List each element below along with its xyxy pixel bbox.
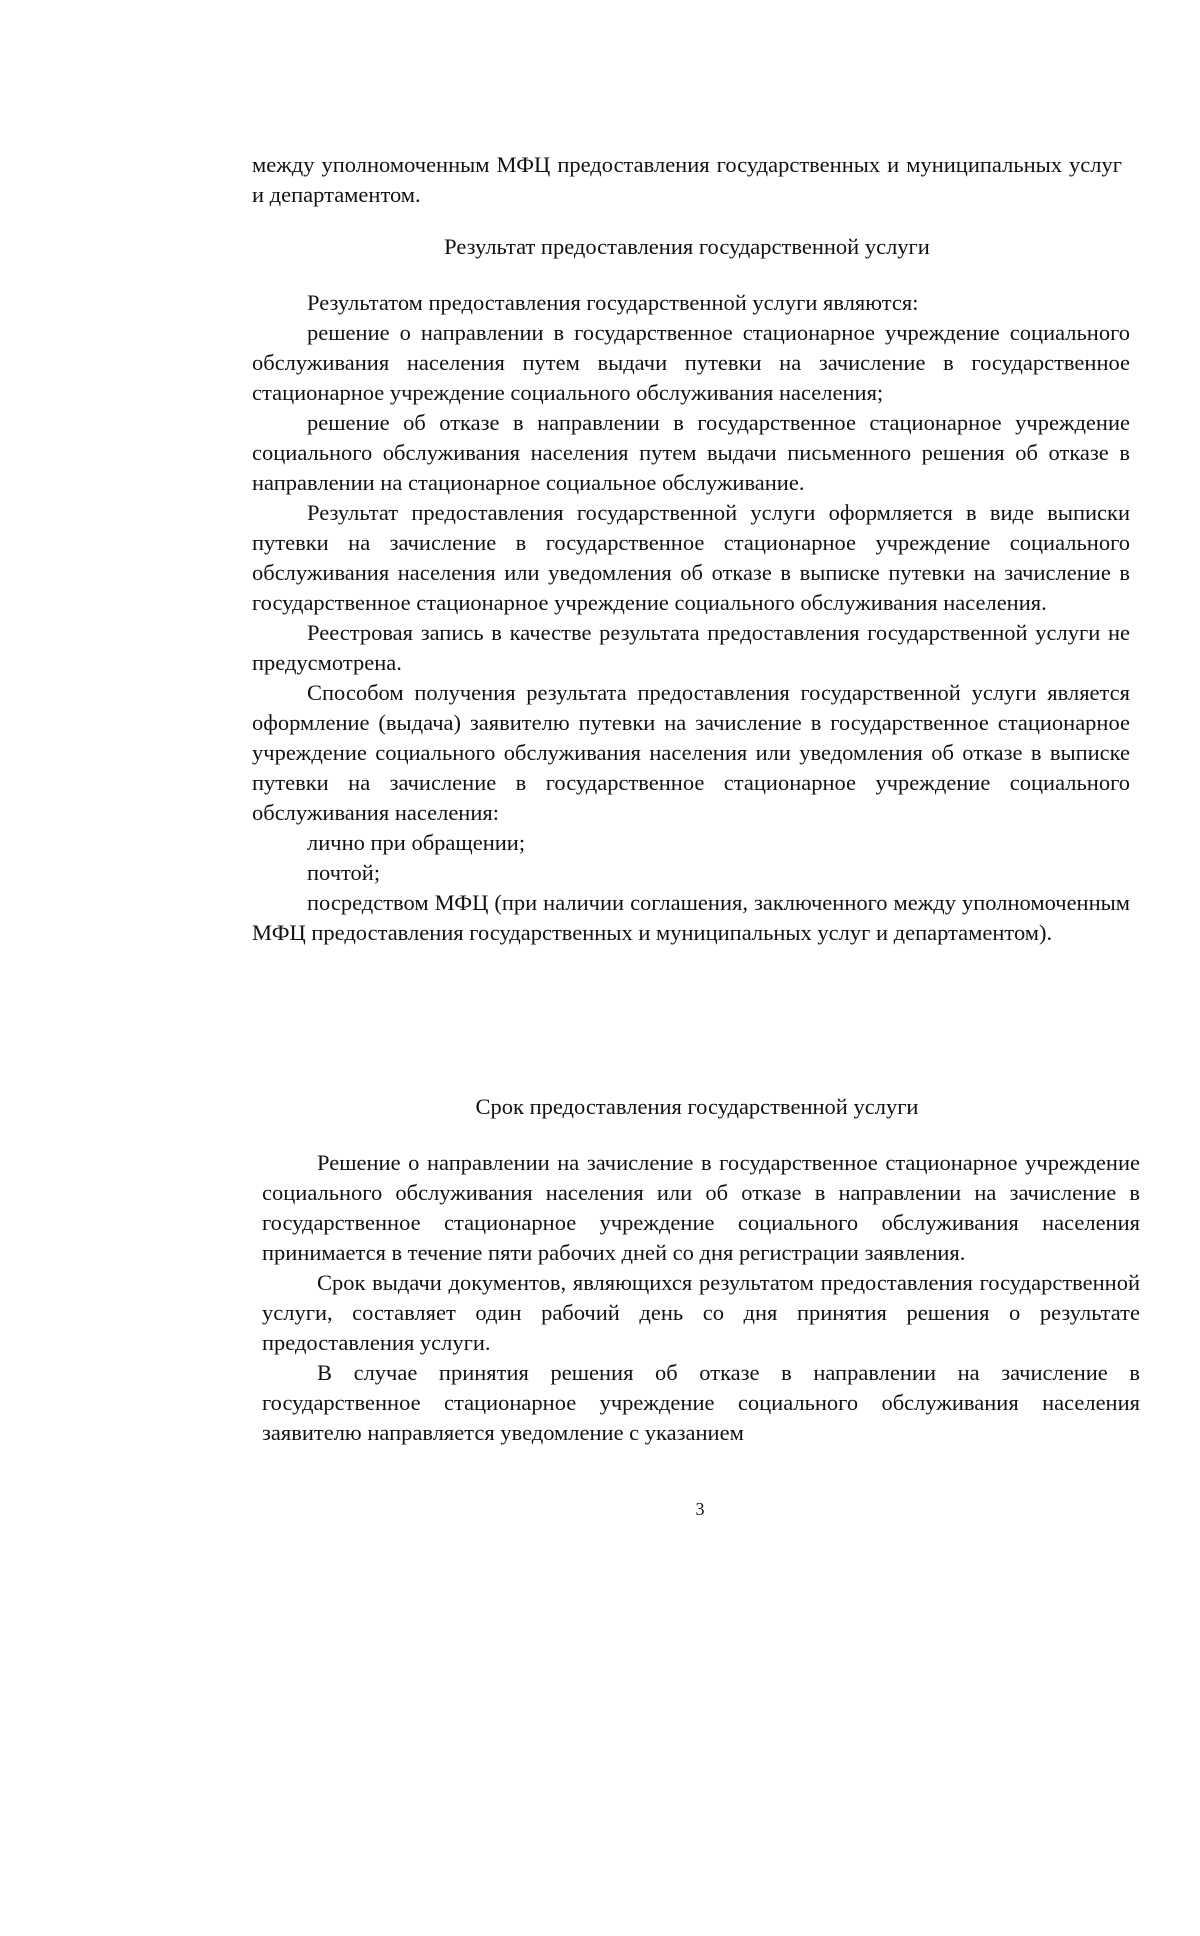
paragraph: В случае принятия решения об отказе в направлении на зачисление в государственное стационарное учреждение социального обслуживания населения заявителю направляется уведомление с указанием: [262, 1360, 1140, 1445]
intro-paragraph: между уполномоченным МФЦ предоставления государственных и муниципальных услуг и департаментом.: [252, 152, 1122, 207]
paragraph: Способом получения результата предоставления государственной услуги является оформление (выдача) заявителю путевки на зачисление в государственное стационарное учреждение социального обслуживания населения или уведомления об отказе в выписке путевки на зачисление в государственное стационарное учреждение социального обслуживания населения:: [252, 680, 1130, 825]
paragraph: Результатом предоставления государственной услуги являются:: [307, 290, 919, 315]
section-heading-result: Результат предоставления государственной услуги: [444, 234, 930, 259]
section-result-body: [252, 288, 1130, 948]
paragraph: Результат предоставления государственной услуги оформляется в виде выписки путевки на зачисление в государственное стационарное учреждение социального обслуживания населения или уведомления об отказе в выписке путевки на зачисление в государственное стационарное учреждение социального обслуживания населения.: [252, 500, 1130, 615]
intro-paragraph-block: [252, 150, 1122, 210]
section-heading-term: Срок предоставления государственной услуги: [475, 1094, 919, 1119]
paragraph: решение о направлении в государственное стационарное учреждение социального обслуживания населения путем выдачи путевки на зачисление в государственное стационарное учреждение социального обслуживания населения;: [252, 320, 1130, 405]
page-number: 3: [695, 1499, 705, 1519]
paragraph: Решение о направлении на зачисление в государственное стационарное учреждение социального обслуживания населения или об отказе в направлении на зачисление в государственное стационарное учреждение социального обслуживания населения принимается в течение пяти рабочих дней со дня регистрации заявления.: [262, 1150, 1140, 1265]
paragraph: лично при обращении;: [307, 830, 526, 855]
paragraph: Срок выдачи документов, являющихся результатом предоставления государственной услуги, составляет один рабочий день со дня принятия решения о результате предоставления услуги.: [262, 1270, 1140, 1355]
paragraph: посредством МФЦ (при наличии соглашения, заключенного между уполномоченным МФЦ предоставления государственных и муниципальных услуг и департаментом).: [252, 890, 1130, 945]
paragraph: почтой;: [307, 860, 381, 885]
paragraph: Реестровая запись в качестве результата предоставления государственной услуги не предусмотрена.: [252, 620, 1130, 675]
section-term-body: [262, 1148, 1140, 1448]
paragraph: решение об отказе в направлении в государственное стационарное учреждение социального обслуживания населения путем выдачи письменного решения об отказе в направлении на стационарное социальное обслуживание.: [252, 410, 1130, 495]
